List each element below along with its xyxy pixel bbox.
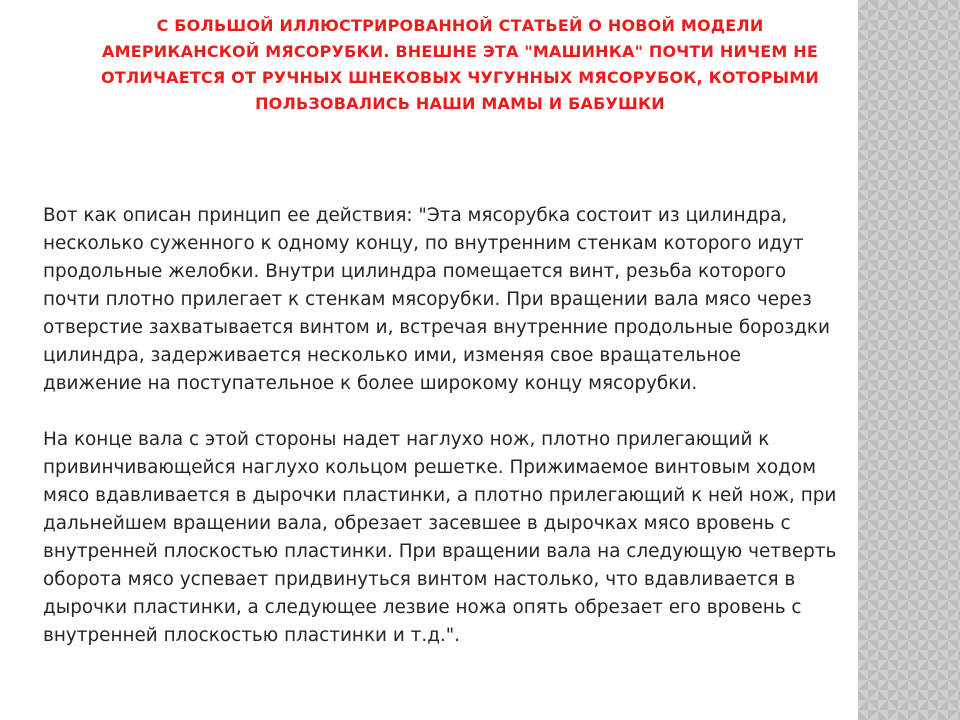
paragraph-1: Вот как описан принцип ее действия: "Эта мясорубка состоит из цилиндра, несколько суженного к одному концу, по внутренним стенкам которого идут продольные желобки. Внутри цилиндра помещается винт, резьба которого почти плотно прилегает к стенкам мясорубки. При вращении вала мясо через отверстие захватывается винтом и, встречая внутренние продольные бороздки цилиндра, задерживается несколько ими, изменяя свое вращательное движение на поступательное к более широкому концу мясорубки. <box>43 205 830 394</box>
paragraph-2: На конце вала с этой стороны надет наглухо нож, плотно прилегающий к привинчивающейся наглухо кольцом решетке. Прижимаемое винтовым ходом мясо вдавливается в дырочки пластинки, а плотно прилегающий к ней нож, при дальнейшем вращении вала, обрезает засевшее в дырочках мясо вровень с внутренней плоскостью пластинки. При вращении вала на следующую четверть оборота мясо успевает придвинуться винтом настолько, что вдавливается в дырочки пластинки, а следующее лезвие ножа опять обрезает его вровень с внутренней плоскостью пластинки и т.д.". <box>43 429 837 646</box>
slide-body <box>43 202 843 650</box>
decorative-pattern-strip <box>858 0 960 720</box>
slide-title: С БОЛЬШОЙ ИЛЛЮСТРИРОВАННОЙ СТАТЬЕЙ О НОВОЙ МОДЕЛИ АМЕРИКАНСКОЙ МЯСОРУБКИ. ВНЕШНЕ ЭТА "МАШИНКА" ПОЧТИ НИЧЕМ НЕ ОТЛИЧАЕТСЯ ОТ РУЧНЫХ ШНЕКОВЫХ ЧУГУННЫХ МЯСОРУБОК, КОТОРЫМИ ПОЛЬЗОВАЛИСЬ НАШИ МАМЫ И БАБУШКИ <box>100 16 820 113</box>
